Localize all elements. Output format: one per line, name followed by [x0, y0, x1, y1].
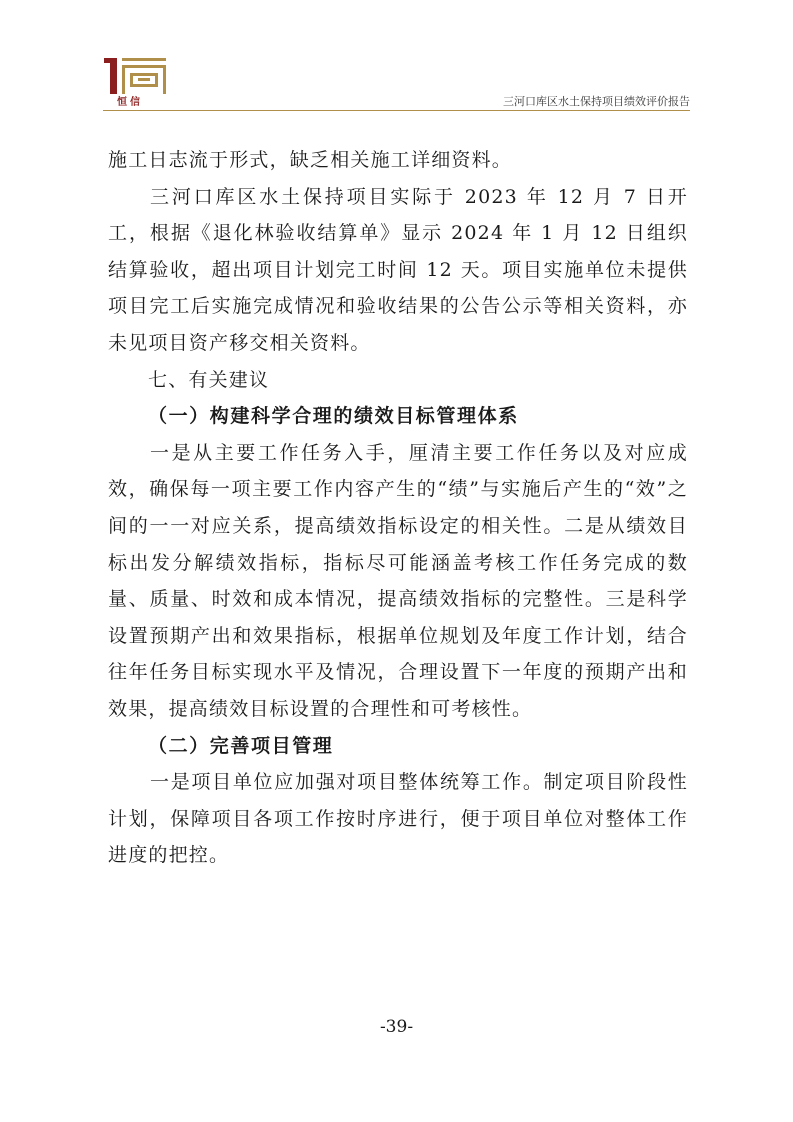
report-title: 三河口库区水土保持项目绩效评价报告	[503, 95, 690, 108]
document-body	[108, 142, 688, 874]
subsection-heading-project-management: （二）完善项目管理	[148, 734, 334, 757]
section-heading-suggestions: 七、有关建议	[148, 368, 270, 391]
header-divider	[103, 110, 690, 111]
subsection-heading-goal-management: （一）构建科学合理的绩效目标管理体系	[148, 405, 519, 428]
paragraph-construction-log: 施工日志流于形式，缺乏相关施工详细资料。	[108, 149, 513, 171]
paragraph-project-timeline: 三河口库区水土保持项目实际于 2023 年 12 月 7 日开工，根据《退化林验收结算单》显示 2024 年 1 月 12 日组织结算验收，超出项目计划完工时间 12 天。项目实施单位未提供项目完工后实施完成情况和验收结果的公告公示等相关资料，亦未见项目资产移交相关资料。	[108, 185, 688, 354]
paragraph-goal-management: 一是从主要工作任务入手，厘清主要工作任务以及对应成效，确保每一项主要工作内容产生的“绩”与实施后产生的“效”之间的一一对应关系，提高绩效指标设定的相关性。二是从绩效目标出发分解绩效指标，指标尽可能涵盖考核工作任务完成的数量、质量、时效和成本情况，提高绩效指标的完整性。三是科学设置预期产出和效果指标，根据单位规划及年度工作计划，结合往年任务目标实现水平及情况，合理设置下一年度的预期产出和效果，提高绩效目标设置的合理性和可考核性。	[108, 441, 688, 720]
logo-text: 恒信	[117, 97, 143, 108]
page-number: -39-	[379, 1017, 414, 1037]
paragraph-project-management: 一是项目单位应加强对项目整体统筹工作。制定项目阶段性计划，保障项目各项工作按时序进行，便于项目单位对整体工作进度的把控。	[108, 771, 688, 867]
